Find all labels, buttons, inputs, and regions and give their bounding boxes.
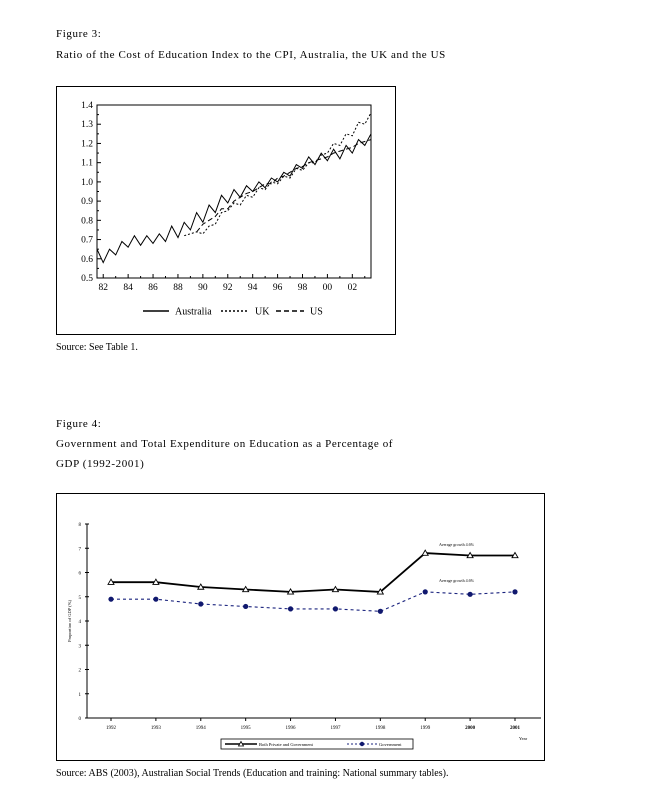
y-tick-label: 7 [78,547,81,553]
x-tick-label: 1993 [150,726,161,731]
y-tick-label: 1.3 [81,120,93,131]
x-tick-label: 1995 [240,726,251,731]
x-tick-label: 98 [297,283,308,293]
x-tick-label: 82 [98,283,108,293]
legend-label-total: Both Private and Government [259,742,313,747]
y-tick-label: 1.4 [81,101,93,111]
series-line-australia [97,134,371,263]
x-tick-label: 1996 [285,726,296,731]
figure4-chart [57,494,544,760]
x-tick-label: 84 [123,283,133,293]
x-tick-label: 2001 [510,726,520,731]
data-point-government [108,597,113,602]
figure3-source: Source: See Table 1. [56,342,138,353]
y-tick-label: 0 [78,717,81,722]
x-tick-label: 1992 [106,726,116,731]
y-tick-label: 1 [78,692,81,698]
x-tick-label: 96 [272,283,283,293]
y-axis-label: Proportion of GDP (%) [67,600,72,642]
y-tick-label: 0.7 [81,235,93,246]
x-tick-label: 00 [322,283,333,293]
figure4-chart-frame [56,493,545,761]
y-tick-label: 1.2 [81,139,93,150]
x-tick-label: 1998 [375,726,386,731]
x-tick-label: 90 [198,283,208,293]
x-tick-label: 1994 [195,726,206,731]
data-point-government [423,589,428,594]
figure3-chart-frame [56,86,396,335]
data-point-government [468,592,473,597]
annotation-total-growth: Average growth 4.6% [439,541,474,547]
y-tick-label: 0.5 [81,274,93,284]
series-line-government [111,592,515,611]
y-tick-label: 8 [78,523,81,528]
data-point-government [243,604,248,609]
plot-area [97,105,371,278]
data-point-government [153,597,158,602]
y-tick-label: 4 [78,620,81,625]
y-tick-label: 0.9 [81,197,93,208]
figure3-chart [57,87,395,334]
y-tick-label: 6 [78,571,81,577]
figure3-caption: Ratio of the Cost of Education Index to the CPI, Australia, the UK and the US [56,49,446,61]
legend-label-government: Government [379,742,402,747]
annotation-government-growth: Average growth 4.6% [439,578,474,584]
x-tick-label: 92 [223,283,233,293]
y-tick-label: 1.0 [81,177,93,188]
figure4-caption-line2: GDP (1992-2001) [56,458,145,470]
y-tick-label: 5 [78,595,81,601]
figure4-label: Figure 4: [56,418,102,430]
data-point-government [198,601,203,606]
y-tick-label: 0.6 [81,254,93,265]
series-line-uk [184,113,371,236]
legend-label-us: US [310,306,323,318]
y-tick-label: 3 [78,644,81,650]
x-tick-label: 2000 [465,726,476,731]
x-tick-label: 88 [173,283,183,293]
x-tick-label: 1997 [330,726,341,731]
x-tick-label: 02 [347,283,358,293]
data-point-government [378,609,383,614]
y-tick-label: 1.1 [81,158,93,169]
legend-marker-government [360,742,364,746]
legend-label-australia: Australia [175,306,212,318]
series-line-total [111,553,515,592]
legend-label-uk: UK [255,306,270,318]
y-tick-label: 0.8 [81,216,93,227]
data-point-government [288,606,293,611]
data-point-government [333,606,338,611]
figure4-source: Source: ABS (2003), Australian Social Trends (Education and training: National summary tables). [56,768,449,779]
figure4-caption-line1: Government and Total Expenditure on Education as a Percentage of [56,438,394,450]
figure3-label: Figure 3: [56,28,102,40]
series-line-us [197,140,371,232]
x-tick-label: 86 [148,283,158,293]
x-tick-label: 94 [247,283,258,293]
x-tick-label: 1999 [420,726,431,731]
x-axis-label: Year [518,736,528,741]
y-tick-label: 2 [78,668,81,674]
data-point-government [512,589,517,594]
